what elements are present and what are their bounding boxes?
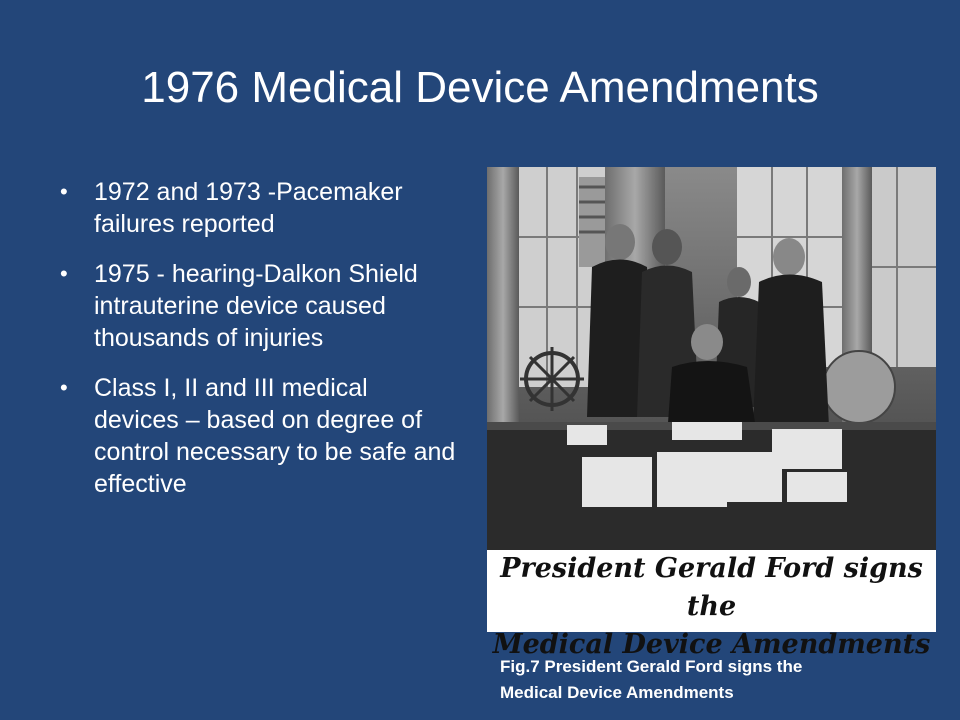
bullet-text: 1972 and 1973 -Pacemaker failures reported xyxy=(94,178,403,238)
photo-caption-line: Medical Device Amendments xyxy=(492,629,931,660)
bullet-text: 1975 - hearing-Dalkon Shield intrauterine device caused thousands of injuries xyxy=(94,260,418,352)
ford-signing-photo xyxy=(487,167,936,660)
photo-caption xyxy=(487,550,936,664)
photo-caption-line: President Gerald Ford signs the xyxy=(500,553,923,622)
figure-caption-line: Fig.7 President Gerald Ford signs the xyxy=(500,657,803,676)
bullet-icon: • xyxy=(60,179,68,204)
bullet-item xyxy=(58,258,458,354)
bullet-list xyxy=(58,176,458,518)
bullet-icon: • xyxy=(60,261,68,286)
figure-caption xyxy=(500,654,940,706)
bullet-icon: • xyxy=(60,375,68,400)
bullet-text: Class I, II and III medical devices – based on degree of control necessary to be safe and effective xyxy=(94,374,456,498)
slide-title: 1976 Medical Device Amendments xyxy=(141,63,819,112)
figure-caption-line: Medical Device Amendments xyxy=(500,683,734,702)
bullet-item xyxy=(58,372,458,500)
bullet-item xyxy=(58,176,458,240)
